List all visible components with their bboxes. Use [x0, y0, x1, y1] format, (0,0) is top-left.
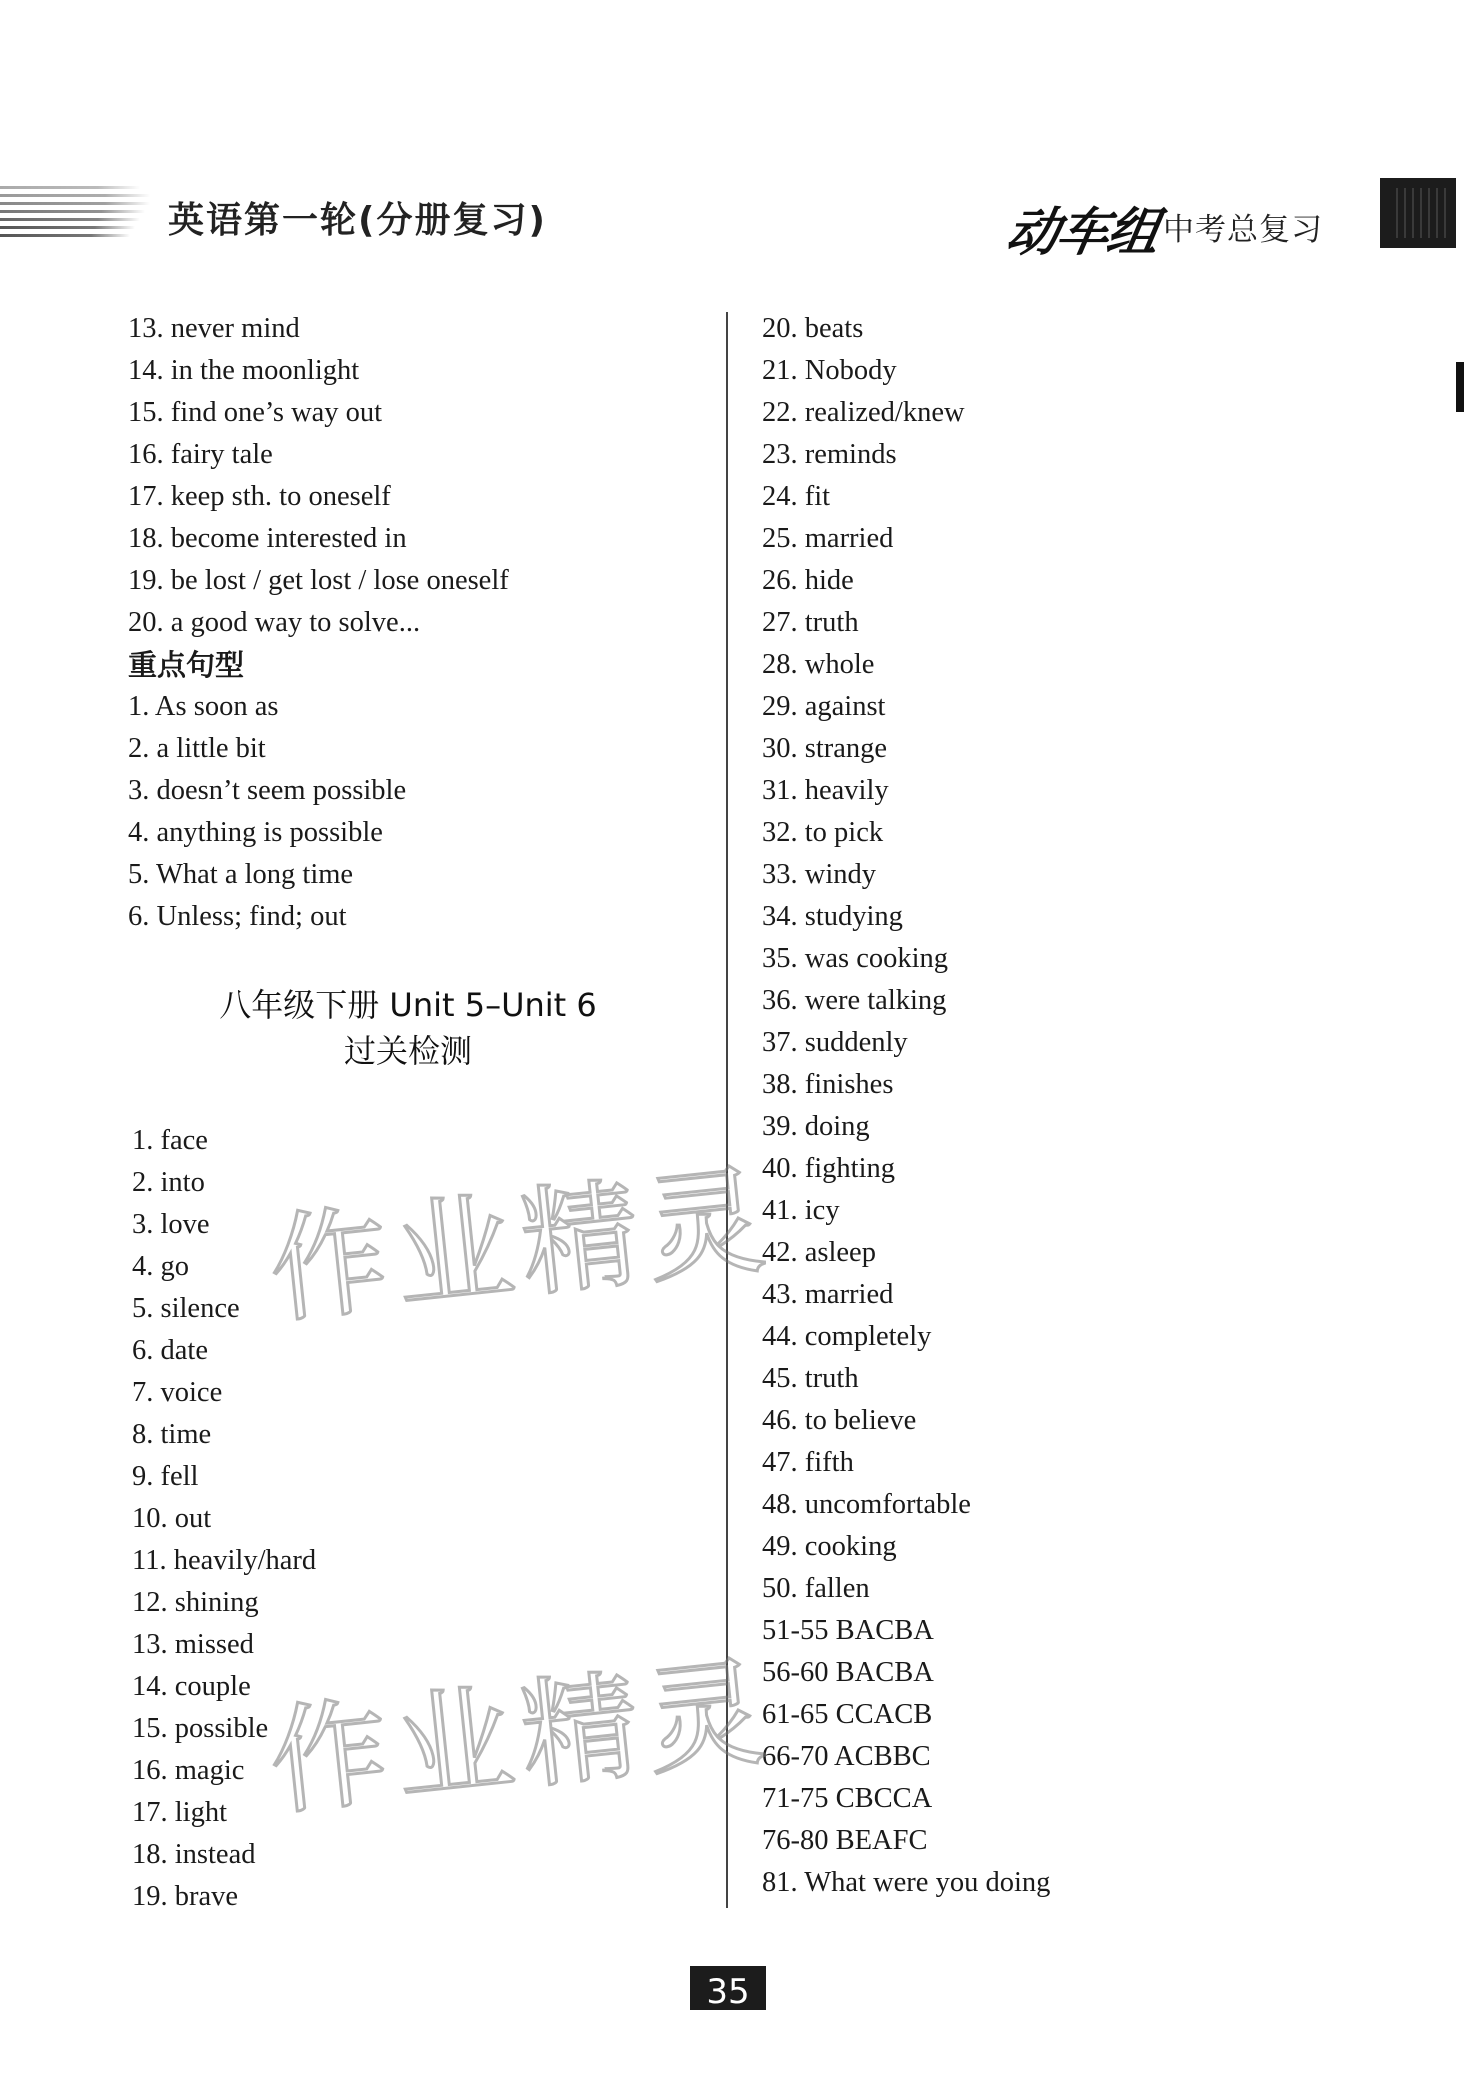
corner-decor-block: [1380, 178, 1456, 248]
answer-item: 18. instead: [132, 1839, 256, 1870]
answer-item: 1. face: [132, 1125, 208, 1156]
answer-item: 13. never mind: [128, 313, 300, 344]
left-column: [128, 308, 509, 938]
answer-item: 81. What were you doing: [762, 1867, 1051, 1898]
answer-item: 19. be lost / get lost / lose oneself: [128, 565, 509, 596]
answer-item: 39. doing: [762, 1111, 870, 1142]
answer-item: 50. fallen: [762, 1573, 870, 1604]
answer-item: 38. finishes: [762, 1069, 894, 1100]
answer-item: 2. into: [132, 1167, 205, 1198]
answer-item: 6. date: [132, 1335, 208, 1366]
answer-item: 31. heavily: [762, 775, 889, 806]
answer-item: 66-70 ACBBC: [762, 1741, 931, 1772]
answer-item: 47. fifth: [762, 1447, 854, 1478]
answer-item: 9. fell: [132, 1461, 199, 1492]
header-decor-lines: [0, 186, 150, 248]
page-number: 35: [690, 1966, 766, 2010]
answer-item: 3. doesn’t seem possible: [128, 775, 407, 806]
answer-item: 44. completely: [762, 1321, 932, 1352]
answer-item: 40. fighting: [762, 1153, 895, 1184]
answer-item: 1. As soon as: [128, 691, 279, 722]
answer-item: 5. silence: [132, 1293, 240, 1324]
brand-logo: 动车组: [1001, 202, 1163, 263]
answer-item: 48. uncomfortable: [762, 1489, 971, 1520]
answer-item: 71-75 CBCCA: [762, 1783, 933, 1814]
answer-item: 15. find one’s way out: [128, 397, 383, 428]
answer-item: 51-55 BACBA: [762, 1615, 934, 1646]
answer-item: 29. against: [762, 691, 886, 722]
answer-item: 61-65 CCACB: [762, 1699, 933, 1730]
answer-item: 22. realized/knew: [762, 397, 965, 428]
side-tab-marker: [1456, 362, 1464, 412]
answer-item: 2. a little bit: [128, 733, 266, 764]
answer-item: 17. light: [132, 1797, 228, 1828]
answer-item: 27. truth: [762, 607, 859, 638]
answer-item: 30. strange: [762, 733, 888, 764]
answer-item: 8. time: [132, 1419, 212, 1450]
answer-item: 6. Unless; find; out: [128, 901, 347, 932]
answer-item: 26. hide: [762, 565, 854, 596]
answer-item: 17. keep sth. to oneself: [128, 481, 391, 512]
answer-item: 21. Nobody: [762, 355, 897, 386]
header-book-title: 英语第一轮(分册复习): [168, 200, 547, 241]
answer-item: 16. fairy tale: [128, 439, 273, 470]
answer-item: 19. brave: [132, 1881, 239, 1912]
answer-item: 16. magic: [132, 1755, 245, 1786]
right-column: [762, 308, 1050, 1904]
answer-item: 18. become interested in: [128, 523, 407, 554]
answer-item: 10. out: [132, 1503, 212, 1534]
answer-item: 20. a good way to solve...: [128, 607, 421, 638]
section-title-line1: 八年级下册 Unit 5–Unit 6: [219, 986, 597, 1024]
answer-item: 14. couple: [132, 1671, 251, 1702]
answer-item: 34. studying: [762, 901, 903, 932]
answer-item: 4. anything is possible: [128, 817, 383, 848]
answer-item: 42. asleep: [762, 1237, 876, 1268]
answer-item: 36. were talking: [762, 985, 947, 1016]
answer-item: 23. reminds: [762, 439, 897, 470]
answer-item: 49. cooking: [762, 1531, 897, 1562]
answer-item: 28. whole: [762, 649, 875, 680]
answer-item: 14. in the moonlight: [128, 355, 360, 386]
sentence-heading: 重点句型: [128, 648, 245, 682]
answer-item: 33. windy: [762, 859, 876, 890]
answer-item: 20. beats: [762, 313, 864, 344]
answer-item: 11. heavily/hard: [132, 1545, 317, 1576]
answer-item: 45. truth: [762, 1363, 859, 1394]
answer-item: 32. to pick: [762, 817, 884, 848]
answer-item: 13. missed: [132, 1629, 254, 1660]
answer-item: 24. fit: [762, 481, 831, 512]
answer-item: 5. What a long time: [128, 859, 354, 890]
answer-item: 46. to believe: [762, 1405, 917, 1436]
answer-item: 25. married: [762, 523, 894, 554]
answer-item: 12. shining: [132, 1587, 259, 1618]
section-title: [130, 982, 686, 1074]
answer-item: 37. suddenly: [762, 1027, 908, 1058]
answer-item: 15. possible: [132, 1713, 269, 1744]
answer-item: 7. voice: [132, 1377, 223, 1408]
answer-item: 3. love: [132, 1209, 210, 1240]
brand-subtitle: 中考总复习: [1163, 212, 1323, 248]
answer-item: 43. married: [762, 1279, 894, 1310]
answer-item: 76-80 BEAFC: [762, 1825, 928, 1856]
answer-item: 41. icy: [762, 1195, 840, 1226]
watermark: 作业精灵: [263, 1149, 779, 1340]
answer-item: 35. was cooking: [762, 943, 949, 974]
answer-item: 56-60 BACBA: [762, 1657, 934, 1688]
answer-item: 4. go: [132, 1251, 189, 1282]
watermark: 作业精灵: [263, 1641, 779, 1832]
section-title-line2: 过关检测: [343, 1032, 472, 1070]
